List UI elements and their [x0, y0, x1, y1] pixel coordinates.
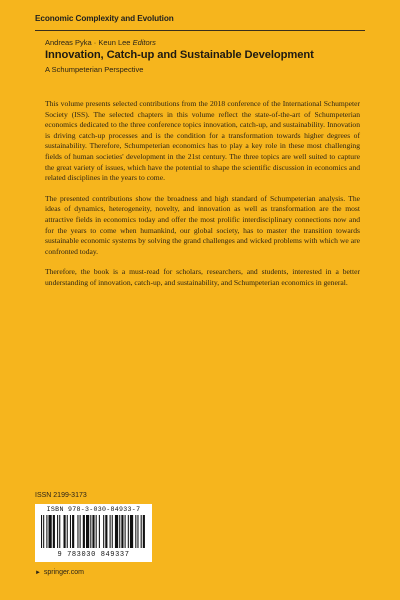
editors-line	[45, 38, 156, 47]
series-title: Economic Complexity and Evolution	[35, 14, 174, 23]
description-paragraph: This volume presents selected contributions from the 2018 conference of the International Schumpeter Society (ISS). The selected chapters in this volume reflect the state-of-the-art of Schumpeterian economics dedicated to the three conference topics innovation, catch-up, and sustainability. Innovation is driving catch-up processes and is the condition for a transformation towards higher degrees of sustainability. Therefore, Schumpeterian economics has to play a key role in these most challenging fields of human societies' development in the 21st century. The three topics are well suited to capture the great variety of issues, which have the potential to shape the scientific discussion in economics and related disciplines in the years to come.	[45, 99, 360, 183]
issn: ISSN 2199-3173	[35, 492, 87, 499]
description-paragraph: Therefore, the book is a must-read for scholars, researchers, and students, interested in a better understanding of innovation, catch-up, and sustainability, and Schumpeterian economics in general.	[45, 267, 360, 287]
book-title: Innovation, Catch-up and Sustainable Development	[45, 49, 314, 61]
description	[45, 99, 360, 299]
editor-names: Andreas Pyka · Keun Lee	[45, 38, 131, 47]
arrow-icon: ►	[35, 570, 41, 576]
publisher-link[interactable]	[35, 569, 84, 576]
barcode-digits: 9 783030 849337	[57, 551, 130, 559]
editors-role: Editors	[132, 38, 156, 47]
divider	[35, 30, 365, 31]
barcode	[35, 504, 152, 562]
publisher-url[interactable]: springer.com	[43, 569, 84, 576]
book-subtitle: A Schumpeterian Perspective	[45, 65, 144, 74]
barcode-bars	[41, 515, 146, 548]
isbn-label: ISBN 978-3-030-84933-7	[46, 506, 141, 513]
description-paragraph: The presented contributions show the broadness and high standard of Schumpeterian analysis. The ideas of dynamics, heterogeneity, novelty, and innovation as well as transformation are the most attractive fields in economics today and offer the most prolific interdisciplinary connections now and for the years to come when humankind, our global society, has to master the transition towards sustainable economic systems by solving the grand challenges and wicked problems with which we are confronted today.	[45, 193, 360, 256]
